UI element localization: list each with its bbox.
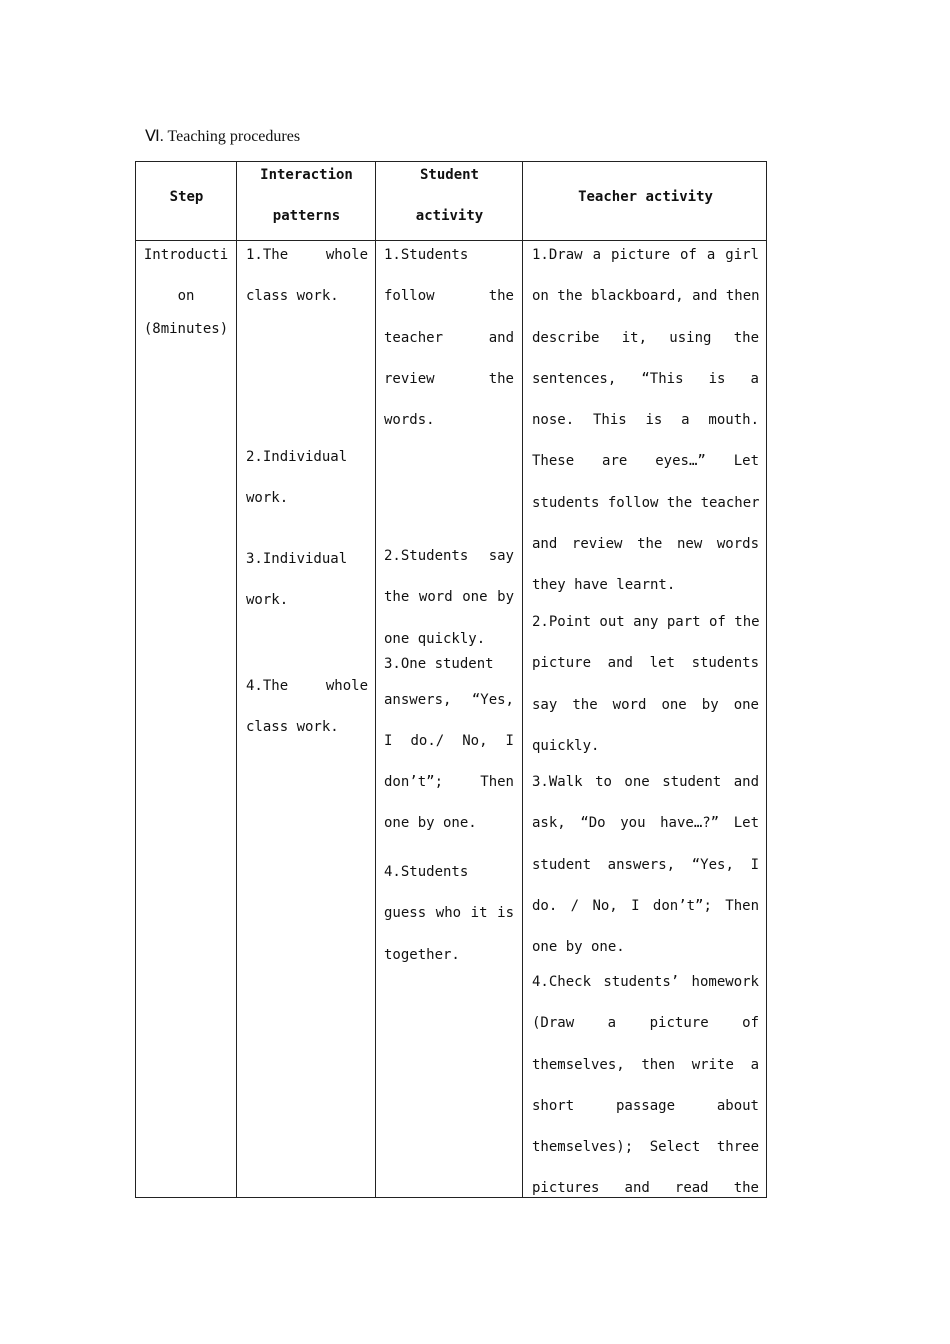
teacher-line: say the word one by one [532,696,759,713]
column-divider [375,162,376,1197]
student-line: 1.Students [384,247,469,263]
student-item-4 [384,852,514,976]
step-text [140,235,232,337]
step-line: (8minutes) [143,321,229,337]
interaction-line: work. [246,592,289,609]
student-line: one by one. [384,815,477,831]
interaction-line: class work. [246,288,339,305]
procedures-table [135,161,767,1198]
teacher-line: and review the new words [532,536,759,553]
interaction-line: 4.The whole [246,678,368,694]
student-line: teacher and [384,329,514,346]
interaction-item-2 [246,437,368,520]
student-item-1 [384,235,514,441]
teacher-line: ask, “Do you have…?” Let [532,815,759,832]
teacher-line: they have learnt. [532,577,676,594]
header-interaction-line: patterns [272,208,341,224]
student-line: guess who it is [384,905,514,922]
student-line: answers, “Yes, [384,692,514,708]
teacher-line: nose. This is a mouth. [532,412,759,429]
step-line: Introducti [143,247,229,263]
student-line: 3.One student [384,656,494,672]
teacher-line: sentences, “This is a [532,370,759,387]
interaction-item-4 [246,666,368,749]
student-line: review the [384,370,514,387]
interaction-line: class work. [246,719,339,736]
student-line: I do./ No, I [384,733,514,749]
teacher-line: (Draw a picture of [532,1015,759,1032]
interaction-line: work. [246,490,289,507]
student-line: 4.Students [384,864,469,880]
teacher-line: themselves, then write a [532,1056,759,1073]
teacher-line: These are eyes…” Let [532,453,759,470]
student-item-2 [384,536,514,660]
teacher-line: student answers, “Yes, I [532,856,759,873]
student-line: don’t”; Then [384,774,514,790]
student-line: follow the [384,288,514,305]
teacher-line: students follow the teacher [532,494,760,511]
teacher-line: do. / No, I don’t”; Then [532,897,759,914]
student-line: together. [384,946,460,963]
step-line: on [177,288,195,304]
header-step: Step [169,188,204,205]
teacher-line: pictures and read the [532,1180,759,1197]
header-teacher: Teacher activity [578,188,713,205]
interaction-line: 1.The whole [246,247,368,263]
interaction-item-3 [246,539,368,622]
interaction-line: 2.Individual [246,449,348,465]
student-line: the word one by [384,589,514,606]
header-interaction [237,155,376,237]
student-line: words. [384,412,435,429]
teacher-item-1 [532,235,759,607]
header-interaction-line: Interaction [260,167,353,183]
teacher-line: 2.Point out any part of the [532,614,760,630]
student-line: one quickly. [384,630,486,647]
teacher-line: one by one. [532,939,625,956]
teacher-line: 4.Check students’ homework [532,974,759,990]
teacher-line: picture and let students [532,655,759,672]
teacher-line: 3.Walk to one student and [532,774,759,790]
teacher-cell [523,162,768,1197]
teacher-item-2 [532,602,759,767]
header-student [376,155,523,237]
teacher-line: 1.Draw a picture of a girl [532,247,759,263]
interaction-line: 3.Individual [246,551,348,567]
teacher-line: themselves); Select three [532,1139,759,1156]
interaction-item-1 [246,235,368,318]
teacher-line: short passage about [532,1097,759,1114]
student-line: 2.Students say [384,548,514,564]
header-student-line: activity [415,208,484,224]
teacher-line: quickly. [532,737,600,754]
teacher-item-3 [532,762,759,968]
teacher-item-4 [532,962,759,1197]
student-item-3 [384,654,514,838]
column-divider [236,162,237,1197]
teacher-line: describe it, using the [532,329,759,346]
section-heading: Ⅵ. Teaching procedures [145,128,301,145]
header-student-line: Student [419,167,479,183]
teacher-line: on the blackboard, and then [532,288,760,305]
